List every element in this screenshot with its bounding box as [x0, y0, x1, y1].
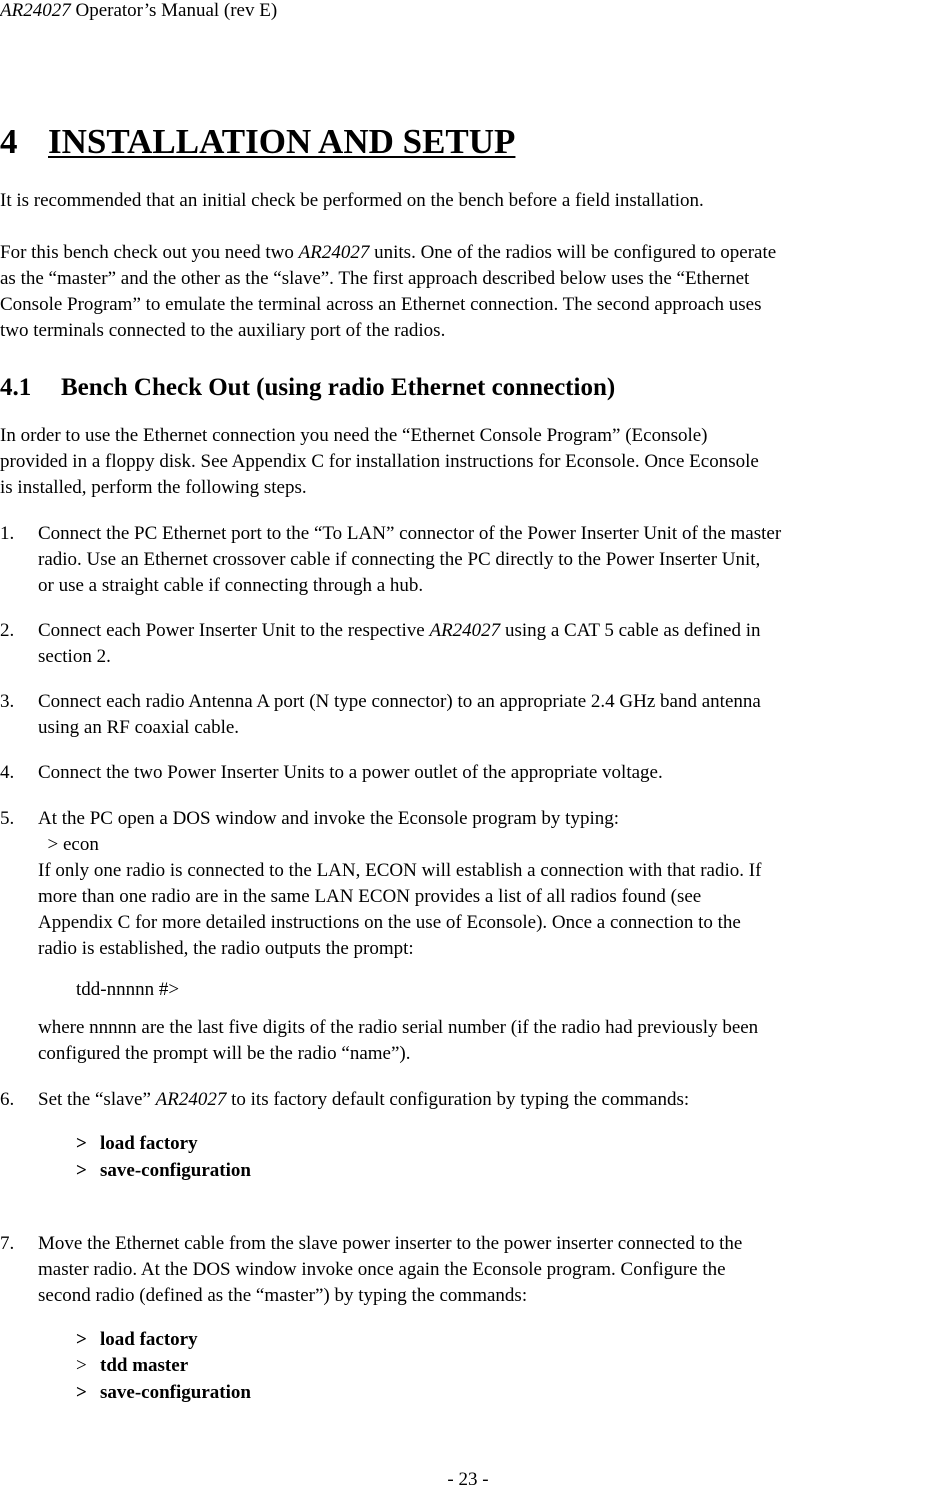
step-number: 5. [0, 808, 15, 829]
step-number: 3. [0, 691, 15, 712]
step-6-line-1 [38, 1087, 936, 1113]
command-prompt-symbol: > [76, 1329, 87, 1350]
step-5-line-3: If only one radio is connected to the LAN, ECON will establish a connection with that radio. If [38, 860, 762, 881]
step-1-line-1: Connect the PC Ethernet port to the “To LAN” connector of the Power Inserter Unit of the master [38, 523, 782, 544]
step-7-line-3: second radio (defined as the “master”) by typing the commands: [38, 1285, 528, 1306]
command-prompt-symbol: > [76, 1160, 87, 1181]
bench-line-3: Console Program” to emulate the terminal across an Ethernet connection. The second approach uses [0, 294, 762, 315]
bench-paragraph [0, 240, 936, 344]
section-number: 4 [0, 122, 18, 161]
section-title: INSTALLATION AND SETUP [48, 122, 516, 161]
step-6-pre: Set the “slave” [38, 1089, 156, 1110]
step-7-line-1: Move the Ethernet cable from the slave power inserter to the power inserter connected to the [38, 1233, 743, 1254]
bench-line-1-pre: For this bench check out you need two [0, 242, 299, 263]
step-2-line-2: section 2. [38, 646, 111, 667]
sub-line-1: In order to use the Ethernet connection you need the “Ethernet Console Program” (Econsole) [0, 425, 708, 446]
subsection-number: 4.1 [0, 374, 32, 401]
command-line [76, 1380, 251, 1406]
step-4-line-1: Connect the two Power Inserter Units to a power outlet of the appropriate voltage. [38, 762, 663, 783]
command-text: load factory [100, 1329, 198, 1350]
section-heading [0, 120, 515, 164]
command-text: tdd master [100, 1355, 189, 1376]
radio-prompt: tdd-nnnnn #> [76, 979, 180, 1000]
step-number: 4. [0, 762, 15, 783]
header-title: Operator’s Manual (rev E) [70, 0, 278, 21]
step-7-line-2: master radio. At the DOS window invoke once again the Econsole program. Configure the [38, 1259, 726, 1280]
bench-line-1-model: AR24027 [298, 242, 370, 263]
sub-line-3: is installed, perform the following steps. [0, 477, 307, 498]
bench-line-1 [0, 240, 936, 266]
step-5 [0, 806, 936, 962]
step-1-line-3: or use a straight cable if connecting through a hub. [38, 575, 424, 596]
bench-line-1-post: units. One of the radios will be configured to operate [369, 242, 777, 263]
command-text: save-configuration [100, 1382, 251, 1403]
bench-line-2: as the “master” and the other as the “slave”. The first approach described below uses the “Ethernet [0, 268, 750, 289]
subsection-title: Bench Check Out (using radio Ethernet connection) [61, 374, 616, 401]
step-6-post: to its factory default configuration by typing the commands: [226, 1089, 690, 1110]
page-number: - 23 - [447, 1469, 489, 1490]
step-1 [0, 521, 936, 599]
command-line [76, 1158, 251, 1184]
step-2-model: AR24027 [429, 620, 501, 641]
step-2-pre: Connect each Power Inserter Unit to the respective [38, 620, 430, 641]
running-header [0, 0, 277, 24]
step-number: 2. [0, 620, 15, 641]
command-prompt-symbol: > [76, 1382, 87, 1403]
intro-paragraph: It is recommended that an initial check be performed on the bench before a field installation. [0, 190, 704, 211]
step-1-line-2: radio. Use an Ethernet crossover cable if connecting the PC directly to the Power Inserter Unit, [38, 549, 761, 570]
step-2 [0, 618, 936, 670]
header-model: AR24027 [0, 0, 71, 21]
sub-line-2: provided in a floppy disk. See Appendix C for installation instructions for Econsole. Once Econsole [0, 451, 759, 472]
bench-line-4: two terminals connected to the auxiliary port of the radios. [0, 320, 446, 341]
subsection-heading [0, 372, 615, 404]
step-5-line-9: configured the prompt will be the radio “name”). [38, 1043, 411, 1064]
step-5-line-8: where nnnnn are the last five digits of the radio serial number (if the radio had previously been [38, 1017, 759, 1038]
step-5-continued [0, 1015, 936, 1067]
step-number: 1. [0, 523, 15, 544]
step-6-model: AR24027 [155, 1089, 227, 1110]
step-5-line-6: radio is established, the radio outputs the prompt: [38, 938, 414, 959]
step-3-line-2: using an RF coaxial cable. [38, 717, 240, 738]
step-5-line-5: Appendix C for more detailed instructions on the use of Econsole). Once a connection to the [38, 912, 741, 933]
command-prompt-symbol: > [76, 1355, 87, 1376]
step-5-econ-command: > econ [38, 834, 99, 855]
command-text: load factory [100, 1133, 198, 1154]
step-number: 6. [0, 1089, 15, 1110]
step-6 [0, 1087, 936, 1113]
step-5-line-1: At the PC open a DOS window and invoke the Econsole program by typing: [38, 808, 620, 829]
step-7 [0, 1231, 936, 1309]
subsection-paragraph [0, 423, 936, 501]
command-line [76, 1131, 198, 1157]
step-3-line-1: Connect each radio Antenna A port (N type connector) to an appropriate 2.4 GHz band antenna [38, 691, 761, 712]
step-4 [0, 760, 936, 786]
command-prompt-symbol: > [76, 1133, 87, 1154]
command-text: save-configuration [100, 1160, 251, 1181]
step-number: 7. [0, 1233, 15, 1254]
command-line [76, 1353, 188, 1379]
step-5-line-4: more than one radio are in the same LAN ECON provides a list of all radios found (see [38, 886, 702, 907]
step-3 [0, 689, 936, 741]
step-2-post: using a CAT 5 cable as defined in [500, 620, 761, 641]
step-2-line-1 [38, 618, 936, 644]
command-line [76, 1327, 198, 1353]
